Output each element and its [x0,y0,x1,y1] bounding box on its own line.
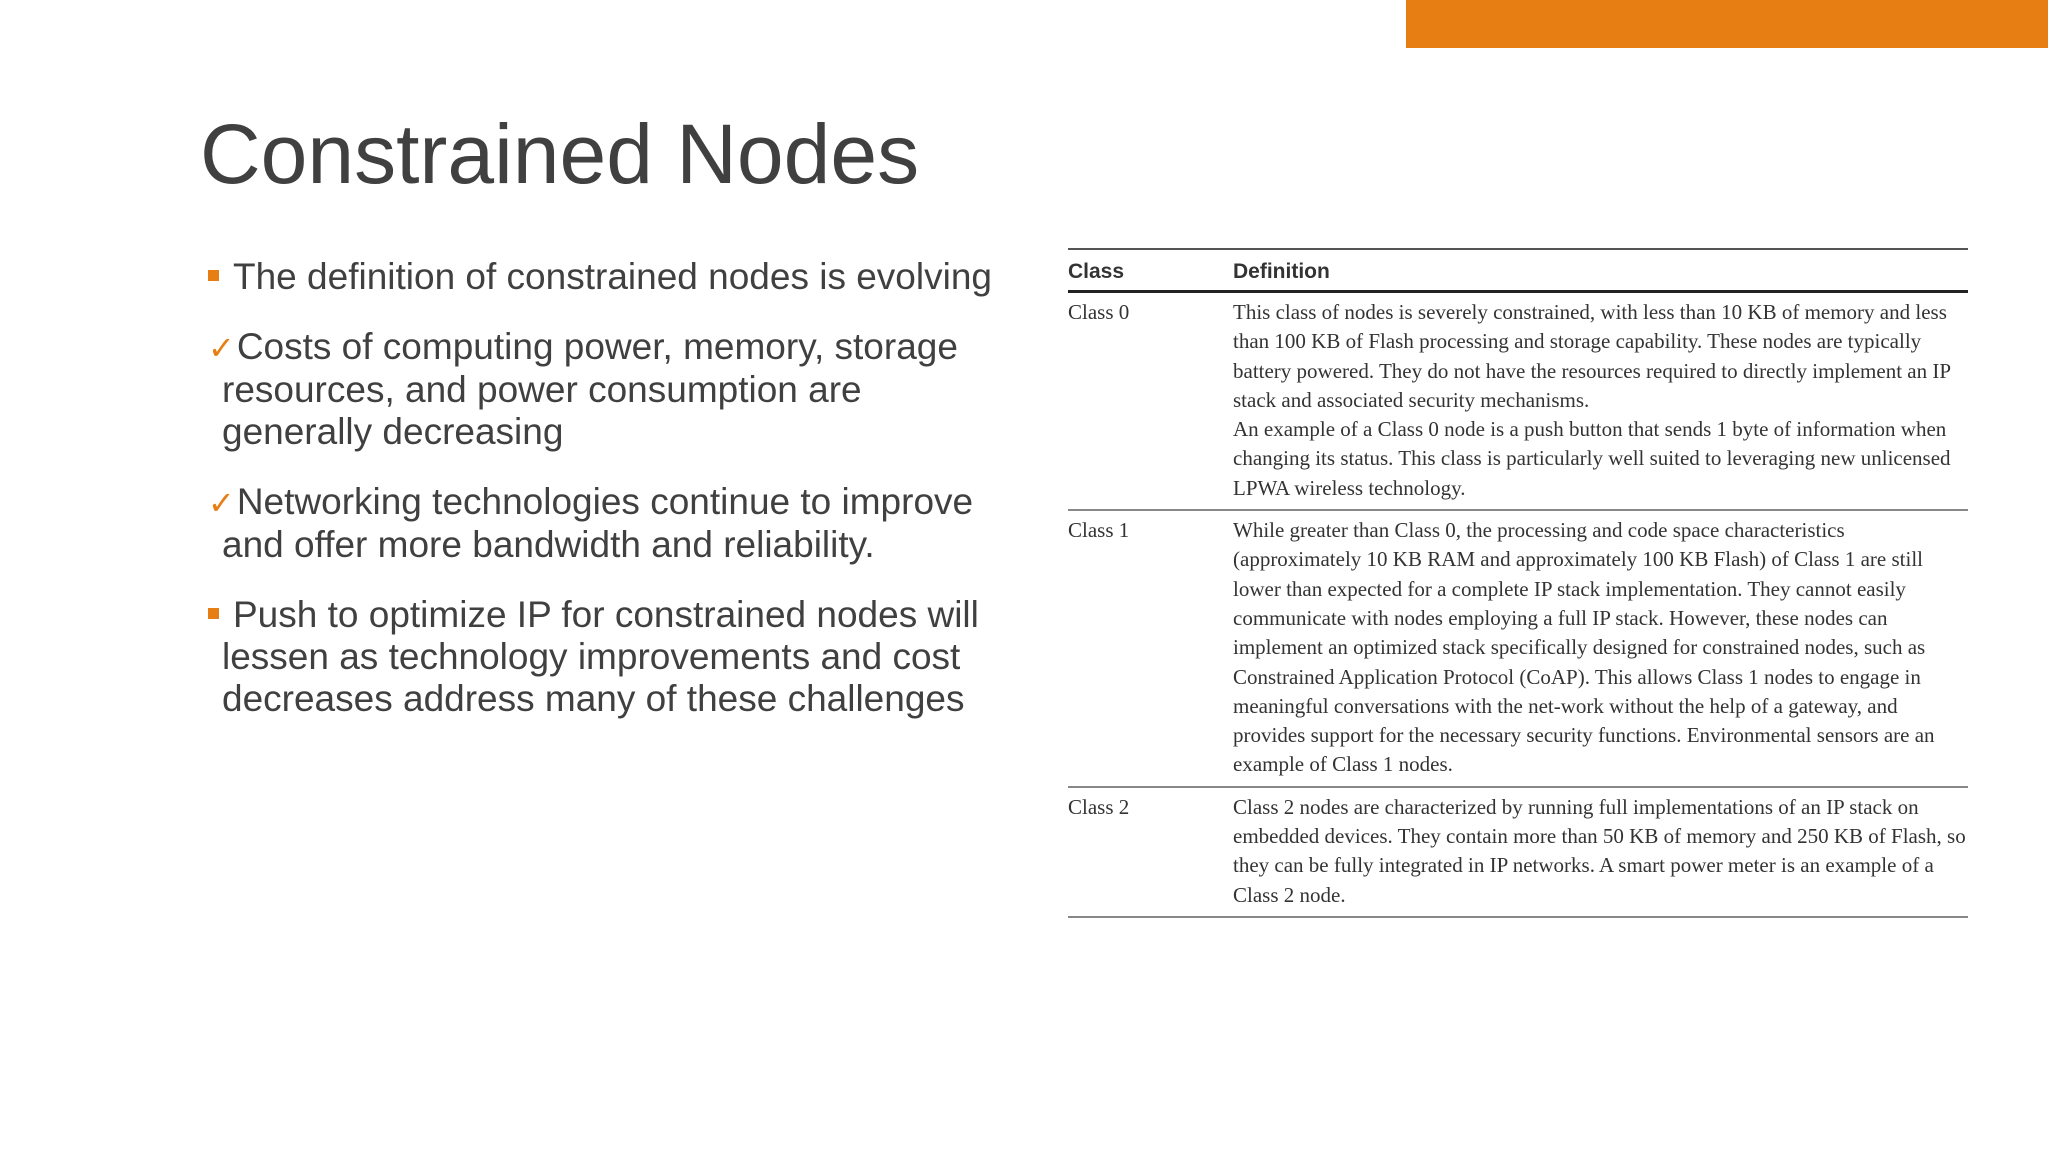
bullet-text: The definition of constrained nodes is evolving [233,256,992,297]
column-header-class: Class [1068,249,1233,292]
class-cell: Class 1 [1068,510,1233,787]
checkmark-icon: ✓ [208,484,235,522]
definition-cell [1233,787,1968,917]
node-class-table [1068,248,1968,918]
definition-text: Class 2 nodes are characterized by running full implementations of an IP stack on embedded devices. They contain more than 50 KB of memory and 250 KB of Flash, so they can be fully integrated in IP networks. A smart power meter is an example of a Class 2 node. [1233,794,1966,907]
bullet-text: Push to optimize IP for constrained nodes will lessen as technology improvements and cost decreases address many of these challenges [222,594,979,719]
checkmark-icon: ✓ [208,329,235,367]
class-cell: Class 2 [1068,787,1233,917]
column-header-definition: Definition [1233,249,1968,292]
table-row [1068,292,1968,511]
square-bullet-icon [208,270,219,281]
slide-title: Constrained Nodes [200,107,920,201]
table-row [1068,787,1968,917]
bullet-item [208,256,1014,298]
table-row [1068,510,1968,787]
bullet-item [208,594,1014,720]
bullet-text: Networking technologies continue to improve and offer more bandwidth and reliability. [222,481,974,565]
bullet-text: Costs of computing power, memory, storage resources, and power consumption are generally decreasing [222,326,958,452]
definition-text: An example of a Class 0 node is a push button that sends 1 byte of information when changing its status. This class is particularly well suited to leveraging new unlicensed LPWA wireless technology. [1233,417,1951,500]
class-cell: Class 0 [1068,292,1233,511]
accent-bar [1406,0,2048,48]
definition-cell [1233,292,1968,511]
table-header-row [1068,249,1968,292]
definition-text: This class of nodes is severely constrained, with less than 10 KB of memory and less than 100 KB of Flash processing and storage capability. These nodes are typically battery powered. They do not have the resources required to directly implement an IP stack and associated security mechanisms. [1233,300,1951,412]
square-bullet-icon [208,608,219,619]
definition-text: While greater than Class 0, the processing and code space characteristics (approximately 10 KB RAM and approximately 100 KB Flash) of Class 1 are still lower than expected for a complete IP stack implementation. They cannot easily communicate with nodes employing a full IP stack. However, these nodes can implement an optimized stack specifically designed for constrained nodes, such as Constrained Application Protocol (CoAP). This allows Class 1 nodes to engage in meaningful conversations with the net-work without the help of a gateway, and provides support for the necessary security functions. Environmental sensors are an example of Class 1 nodes. [1233,518,1935,777]
bullet-list [208,256,1014,720]
bullet-item [208,481,1014,566]
definition-cell [1233,510,1968,787]
bullet-item [208,326,1014,453]
